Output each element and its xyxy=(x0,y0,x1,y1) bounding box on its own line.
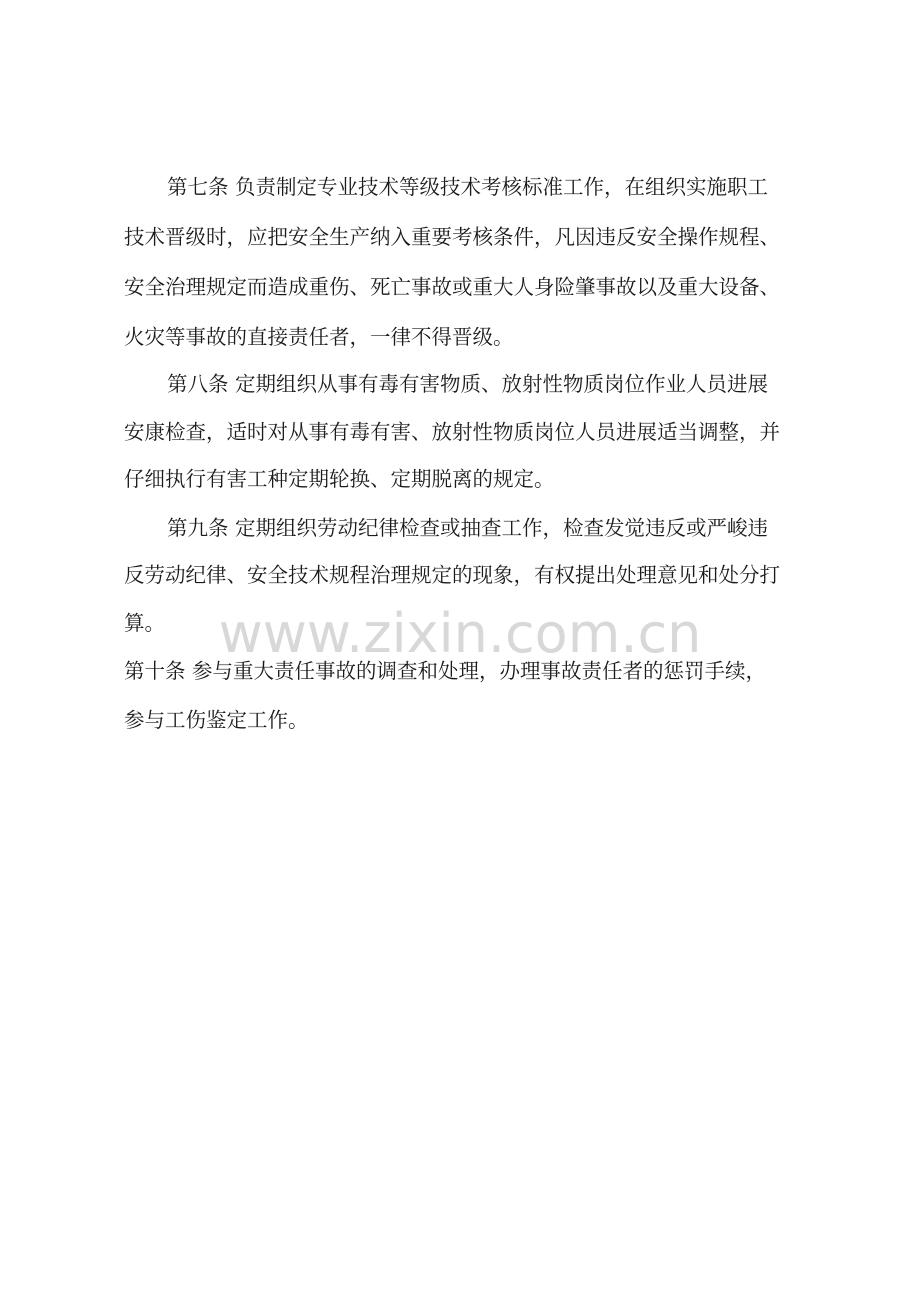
watermark: www.zixin.com.cn xyxy=(218,602,702,665)
article-10-line-1: 第十条 参与重大责任事故的调查和处理，办理事故责任者的惩罚手续， xyxy=(124,659,767,683)
article-8-line-2: 安康检查，适时对从事有毒有害、放射性物质岗位人员进展适当调整，并 xyxy=(124,420,780,444)
article-9-line-1: 第九条 定期组织劳动纪律检查或抽查工作，检查发觉违反或严峻违 xyxy=(167,516,769,540)
article-10-line-2: 参与工伤鉴定工作。 xyxy=(124,708,309,732)
article-8-line-1: 第八条 定期组织从事有毒有害物质、放射性物质岗位作业人员进展 xyxy=(167,372,769,396)
article-7-line-2: 技术晋级时，应把安全生产纳入重要考核条件，凡因违反安全操作规程、 xyxy=(124,225,780,249)
article-9-line-2: 反劳动纪律、安全技术规程治理规定的现象，有权提出处理意见和处分打 xyxy=(124,563,780,587)
article-9-line-3: 算。 xyxy=(124,611,165,635)
article-7-line-1: 第七条 负责制定专业技术等级技术考核标准工作，在组织实施职工 xyxy=(167,175,769,199)
article-7-line-3: 安全治理规定而造成重伤、死亡事故或重大人身险肇事故以及重大设备、 xyxy=(124,275,780,299)
article-8-line-3: 仔细执行有害工种定期轮换、定期脱离的规定。 xyxy=(124,467,555,491)
article-7-line-4: 火灾等事故的直接责任者，一律不得晋级。 xyxy=(124,325,514,349)
